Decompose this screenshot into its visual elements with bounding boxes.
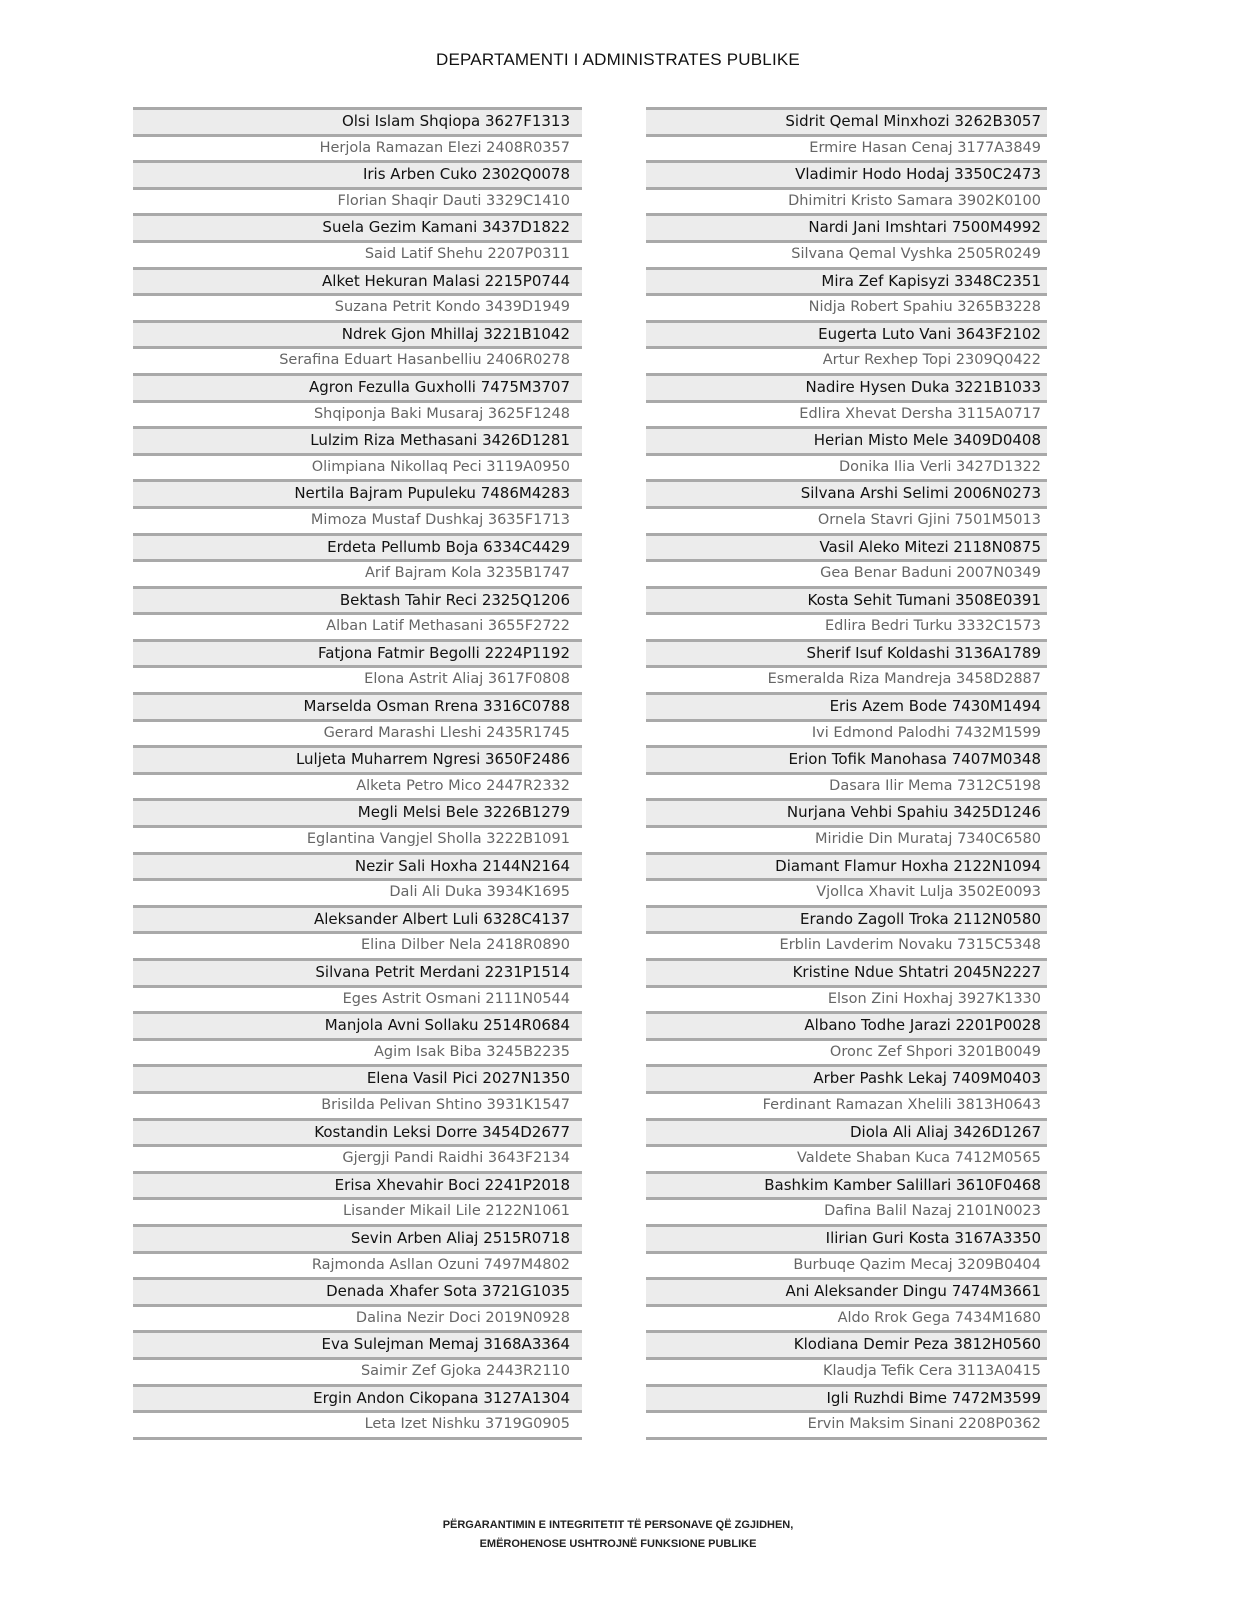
list-item: Oronc Zef Shpori 3201B0049 (646, 1038, 1047, 1065)
list-item: Nadire Hysen Duka 3221B1033 (646, 373, 1047, 400)
list-item: Dali Ali Duka 3934K1695 (133, 878, 582, 905)
list-item: Ndrek Gjon Mhillaj 3221B1042 (133, 320, 582, 347)
list-item: Olimpiana Nikollaq Peci 3119A0950 (133, 453, 582, 480)
list-item: Eges Astrit Osmani 2111N0544 (133, 985, 582, 1012)
list-item: Bashkim Kamber Salillari 3610F0468 (646, 1171, 1047, 1198)
list-item: Edlira Xhevat Dersha 3115A0717 (646, 400, 1047, 427)
list-item: Suzana Petrit Kondo 3439D1949 (133, 293, 582, 320)
list-item: Miridie Din Murataj 7340C6580 (646, 825, 1047, 852)
list-item: Erion Tofik Manohasa 7407M0348 (646, 745, 1047, 772)
list-item: Agim Isak Biba 3245B2235 (133, 1038, 582, 1065)
list-item: Nezir Sali Hoxha 2144N2164 (133, 852, 582, 879)
list-item: Iris Arben Cuko 2302Q0078 (133, 160, 582, 187)
list-item: Arber Pashk Lekaj 7409M0403 (646, 1064, 1047, 1091)
list-item: Nardi Jani Imshtari 7500M4992 (646, 213, 1047, 240)
list-item: Lulzim Riza Methasani 3426D1281 (133, 426, 582, 453)
list-item: Kristine Ndue Shtatri 2045N2227 (646, 958, 1047, 985)
column-end-rule (133, 1437, 582, 1440)
list-item: Mira Zef Kapisyzi 3348C2351 (646, 267, 1047, 294)
list-item: Saimir Zef Gjoka 2443R2110 (133, 1357, 582, 1384)
list-item: Sidrit Qemal Minxhozi 3262B3057 (646, 107, 1047, 134)
list-item: Suela Gezim Kamani 3437D1822 (133, 213, 582, 240)
list-item: Eris Azem Bode 7430M1494 (646, 692, 1047, 719)
page-title: DEPARTAMENTI I ADMINISTRATES PUBLIKE (436, 50, 800, 69)
list-item: Megli Melsi Bele 3226B1279 (133, 798, 582, 825)
list-item: Rajmonda Asllan Ozuni 7497M4802 (133, 1251, 582, 1278)
list-item: Ivi Edmond Palodhi 7432M1599 (646, 719, 1047, 746)
list-item: Said Latif Shehu 2207P0311 (133, 240, 582, 267)
list-item: Dafina Balil Nazaj 2101N0023 (646, 1197, 1047, 1224)
list-item: Dasara Ilir Mema 7312C5198 (646, 772, 1047, 799)
list-item: Herjola Ramazan Elezi 2408R0357 (133, 134, 582, 161)
right-column (646, 107, 1047, 1440)
list-item: Edlira Bedri Turku 3332C1573 (646, 612, 1047, 639)
list-item: Leta Izet Nishku 3719G0905 (133, 1410, 582, 1437)
list-item: Gea Benar Baduni 2007N0349 (646, 559, 1047, 586)
list-item: Shqiponja Baki Musaraj 3625F1248 (133, 400, 582, 427)
list-item: Eugerta Luto Vani 3643F2102 (646, 320, 1047, 347)
list-item: Kosta Sehit Tumani 3508E0391 (646, 586, 1047, 613)
list-item: Aleksander Albert Luli 6328C4137 (133, 905, 582, 932)
list-item: Fatjona Fatmir Begolli 2224P1192 (133, 639, 582, 666)
list-item: Diamant Flamur Hoxha 2122N1094 (646, 852, 1047, 879)
list-item: Erdeta Pellumb Boja 6334C4429 (133, 533, 582, 560)
list-item: Agron Fezulla Guxholli 7475M3707 (133, 373, 582, 400)
list-item: Gerard Marashi Lleshi 2435R1745 (133, 719, 582, 746)
list-item: Albano Todhe Jarazi 2201P0028 (646, 1011, 1047, 1038)
list-item: Erblin Lavderim Novaku 7315C5348 (646, 931, 1047, 958)
list-item: Herian Misto Mele 3409D0408 (646, 426, 1047, 453)
left-column (133, 107, 582, 1440)
list-item: Mimoza Mustaf Dushkaj 3635F1713 (133, 506, 582, 533)
list-item: Elina Dilber Nela 2418R0890 (133, 931, 582, 958)
list-item: Silvana Petrit Merdani 2231P1514 (133, 958, 582, 985)
list-item: Sevin Arben Aliaj 2515R0718 (133, 1224, 582, 1251)
list-item: Erisa Xhevahir Boci 2241P2018 (133, 1171, 582, 1198)
list-item: Diola Ali Aliaj 3426D1267 (646, 1118, 1047, 1145)
list-item: Nidja Robert Spahiu 3265B3228 (646, 293, 1047, 320)
list-item: Alket Hekuran Malasi 2215P0744 (133, 267, 582, 294)
list-item: Aldo Rrok Gega 7434M1680 (646, 1304, 1047, 1331)
list-item: Manjola Avni Sollaku 2514R0684 (133, 1011, 582, 1038)
footer-line-1: PËRGARANTIMIN E INTEGRITETIT TË PERSONAVE QË ZGJIDHEN, (442, 1519, 794, 1531)
footer-line-2: EMËROHENOSE USHTROJNË FUNKSIONE PUBLIKE (479, 1538, 757, 1550)
list-item: Dalina Nezir Doci 2019N0928 (133, 1304, 582, 1331)
list-item: Alketa Petro Mico 2447R2332 (133, 772, 582, 799)
list-item: Marselda Osman Rrena 3316C0788 (133, 692, 582, 719)
list-item: Dhimitri Kristo Samara 3902K0100 (646, 187, 1047, 214)
list-item: Nertila Bajram Pupuleku 7486M4283 (133, 479, 582, 506)
list-item: Silvana Arshi Selimi 2006N0273 (646, 479, 1047, 506)
list-item: Eglantina Vangjel Sholla 3222B1091 (133, 825, 582, 852)
list-item: Nurjana Vehbi Spahiu 3425D1246 (646, 798, 1047, 825)
list-item: Vladimir Hodo Hodaj 3350C2473 (646, 160, 1047, 187)
list-item: Silvana Qemal Vyshka 2505R0249 (646, 240, 1047, 267)
list-item: Klodiana Demir Peza 3812H0560 (646, 1330, 1047, 1357)
list-item: Brisilda Pelivan Shtino 3931K1547 (133, 1091, 582, 1118)
list-item: Florian Shaqir Dauti 3329C1410 (133, 187, 582, 214)
list-item: Klaudja Tefik Cera 3113A0415 (646, 1357, 1047, 1384)
list-item: Igli Ruzhdi Bime 7472M3599 (646, 1384, 1047, 1411)
list-item: Valdete Shaban Kuca 7412M0565 (646, 1144, 1047, 1171)
list-item: Eva Sulejman Memaj 3168A3364 (133, 1330, 582, 1357)
list-item: Vjollca Xhavit Lulja 3502E0093 (646, 878, 1047, 905)
list-item: Elona Astrit Aliaj 3617F0808 (133, 665, 582, 692)
list-item: Ferdinant Ramazan Xhelili 3813H0643 (646, 1091, 1047, 1118)
list-item: Burbuqe Qazim Mecaj 3209B0404 (646, 1251, 1047, 1278)
list-item: Ani Aleksander Dingu 7474M3661 (646, 1277, 1047, 1304)
footer (0, 1516, 1236, 1554)
list-item: Sherif Isuf Koldashi 3136A1789 (646, 639, 1047, 666)
list-item: Vasil Aleko Mitezi 2118N0875 (646, 533, 1047, 560)
list-item: Arif Bajram Kola 3235B1747 (133, 559, 582, 586)
list-item: Luljeta Muharrem Ngresi 3650F2486 (133, 745, 582, 772)
list-item: Bektash Tahir Reci 2325Q1206 (133, 586, 582, 613)
list-item: Alban Latif Methasani 3655F2722 (133, 612, 582, 639)
list-item: Ergin Andon Cikopana 3127A1304 (133, 1384, 582, 1411)
list-item: Ornela Stavri Gjini 7501M5013 (646, 506, 1047, 533)
list-item: Donika Ilia Verli 3427D1322 (646, 453, 1047, 480)
list-item: Ilirian Guri Kosta 3167A3350 (646, 1224, 1047, 1251)
column-end-rule (646, 1437, 1047, 1440)
list-item: Lisander Mikail Lile 2122N1061 (133, 1197, 582, 1224)
list-item: Elson Zini Hoxhaj 3927K1330 (646, 985, 1047, 1012)
list-item: Elena Vasil Pici 2027N1350 (133, 1064, 582, 1091)
list-item: Olsi Islam Shqiopa 3627F1313 (133, 107, 582, 134)
list-item: Kostandin Leksi Dorre 3454D2677 (133, 1118, 582, 1145)
list-item: Gjergji Pandi Raidhi 3643F2134 (133, 1144, 582, 1171)
list-item: Ermire Hasan Cenaj 3177A3849 (646, 134, 1047, 161)
list-item: Ervin Maksim Sinani 2208P0362 (646, 1410, 1047, 1437)
list-item: Artur Rexhep Topi 2309Q0422 (646, 346, 1047, 373)
list-item: Serafina Eduart Hasanbelliu 2406R0278 (133, 346, 582, 373)
list-item: Esmeralda Riza Mandreja 3458D2887 (646, 665, 1047, 692)
list-item: Erando Zagoll Troka 2112N0580 (646, 905, 1047, 932)
list-item: Denada Xhafer Sota 3721G1035 (133, 1277, 582, 1304)
